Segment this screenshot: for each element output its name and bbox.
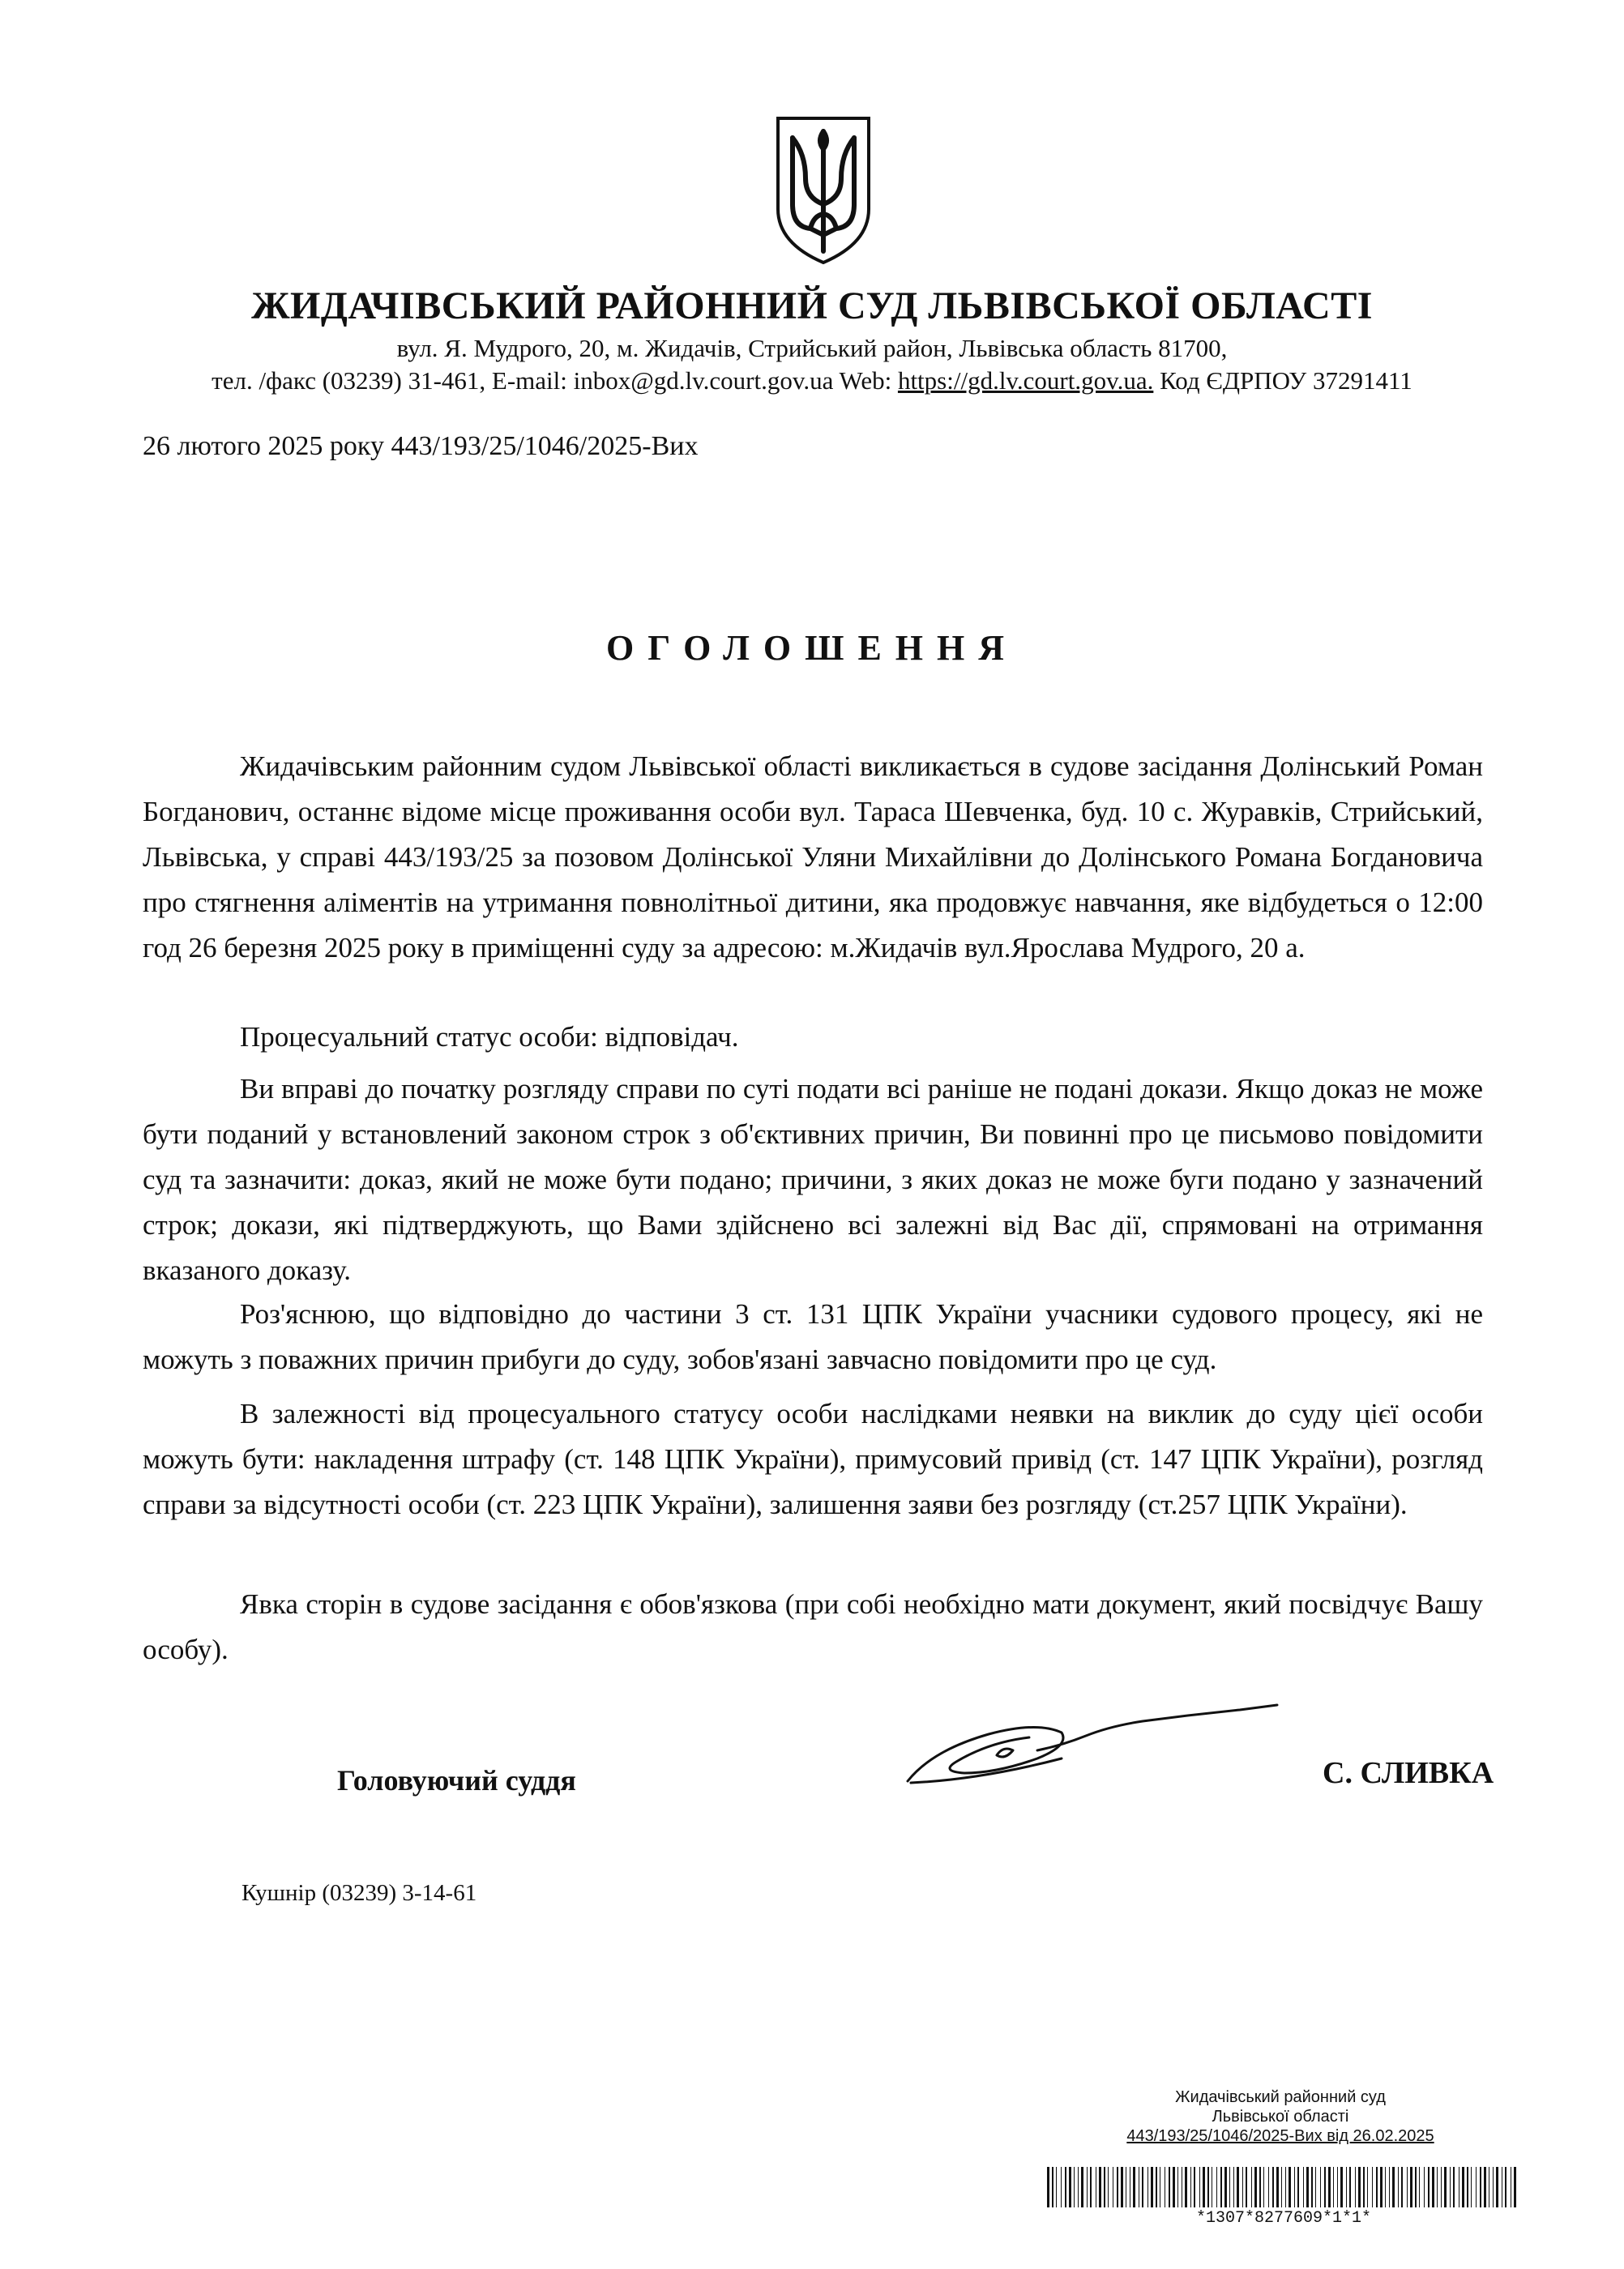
barcode-bar: [1081, 2167, 1083, 2207]
contacts-suffix: Код ЄДРПОУ 37291411: [1153, 366, 1412, 395]
barcode-bar: [1441, 2167, 1442, 2207]
barcode-bar: [1220, 2167, 1222, 2207]
registration-stamp: [1053, 2087, 1507, 2146]
barcode-bar: [1156, 2167, 1157, 2207]
paragraph-consequences: В залежності від процесуального статусу особи наслідками неявки на виклик до суду цієї особи можуть бути: накладення штрафу (ст. 148 ЦПК України), примусовий привід (ст. 147 ЦПК України), розгляд справи за відсутності особи (ст. 223 ЦПК України), залишення заяви без розгляду (ст.257 ЦПК України).: [143, 1398, 1483, 1520]
outgoing-reference: 26 лютого 2025 року 443/193/25/1046/2025-Вих: [143, 431, 699, 461]
barcode-bar: [1514, 2167, 1516, 2207]
barcode-bar: [1297, 2167, 1299, 2207]
barcode-bar: [1285, 2167, 1286, 2207]
barcode-bar: [1453, 2167, 1455, 2207]
barcode-bar: [1467, 2167, 1468, 2207]
barcode-bar: [1437, 2167, 1438, 2207]
executor-contact: Кушнір (03239) 3-14-61: [241, 1880, 477, 1906]
barcode-bar: [1450, 2167, 1451, 2207]
barcode-bar: [1303, 2167, 1304, 2207]
barcode-bar: [1147, 2167, 1148, 2207]
barcode-bar: [1151, 2167, 1153, 2207]
barcode-bar: [1419, 2167, 1420, 2207]
barcode-bar: [1199, 2167, 1200, 2207]
barcode-bar: [1047, 2167, 1049, 2207]
barcode-bar: [1276, 2167, 1279, 2207]
barcode-bar: [1355, 2167, 1356, 2207]
barcode-bar: [1207, 2167, 1209, 2207]
barcode-bar: [1133, 2167, 1135, 2207]
document-heading: ОГОЛОШЕННЯ: [605, 628, 1019, 668]
barcode-bar: [1389, 2167, 1390, 2207]
website-link[interactable]: https://gd.lv.court.gov.ua.: [897, 366, 1154, 395]
barcode-bar: [1484, 2167, 1486, 2207]
barcode-bar: [1363, 2167, 1365, 2207]
barcode-bar: [1367, 2167, 1368, 2207]
barcode-bar: [1476, 2167, 1477, 2207]
barcode-bar: [1251, 2167, 1252, 2207]
barcode-bar: [1315, 2167, 1316, 2207]
barcode-bar: [1246, 2167, 1247, 2207]
barcode-bar: [1061, 2167, 1062, 2207]
stamp-reference-line: 443/193/25/1046/2025-Вих від 26.02.2025: [1126, 2127, 1434, 2145]
barcode-bar: [1493, 2167, 1494, 2207]
barcode-bar: [1237, 2167, 1239, 2207]
handwritten-signature: [900, 1686, 1280, 1791]
barcode-bar: [1169, 2167, 1170, 2207]
barcode-bar: [1229, 2167, 1230, 2207]
barcode-bar: [1349, 2167, 1351, 2207]
barcode-bar: [1444, 2167, 1447, 2207]
barcode-bar: [1233, 2167, 1234, 2207]
barcode-bar: [1065, 2167, 1066, 2207]
barcode-bar: [1074, 2167, 1075, 2207]
court-name: ЖИДАЧІВСЬКИЙ РАЙОННИЙ СУД ЛЬВІВСЬКОЇ ОБЛАСТІ: [251, 284, 1373, 327]
barcode-bar: [1117, 2167, 1118, 2207]
stamp-court-line: Жидачівський районний суд: [1175, 2088, 1386, 2106]
judge-name: С. СЛИВКА: [1323, 1756, 1494, 1790]
barcode-bar: [1306, 2167, 1309, 2207]
barcode-bar: [1069, 2167, 1071, 2207]
barcode-bar: [1346, 2167, 1347, 2207]
barcode-bar: [1104, 2167, 1105, 2207]
paragraph-status: Процесуальний статус особи: відповідач.: [240, 1021, 739, 1053]
barcode-bar: [1203, 2167, 1205, 2207]
barcode-bar: [1385, 2167, 1386, 2207]
barcode-bar: [1173, 2167, 1175, 2207]
barcode-bar: [1121, 2167, 1123, 2207]
barcode-bar: [1272, 2167, 1274, 2207]
barcode-bar: [1108, 2167, 1109, 2207]
barcode-bar: [1415, 2167, 1417, 2207]
barcode-bar: [1333, 2167, 1334, 2207]
barcode-bar: [1078, 2167, 1079, 2207]
barcode-bar: [1340, 2167, 1343, 2207]
paragraph-attendance: Явка сторін в судове засідання є обов'язкова (при собі необхідно мати документ, який посвідчує Вашу особу).: [143, 1588, 1483, 1665]
barcode-bar: [1392, 2167, 1395, 2207]
court-contacts: [0, 366, 1624, 395]
barcode-bar: [1177, 2167, 1178, 2207]
barcode-bar: [1194, 2167, 1195, 2207]
presiding-judge-label: Головуючий суддя: [337, 1764, 576, 1797]
barcode-bar: [1428, 2167, 1430, 2207]
barcode-bar: [1505, 2167, 1506, 2207]
barcode-bar: [1401, 2167, 1403, 2207]
paragraph-evidence: Ви вправі до початку розгляду справи по суті подати всі раніше не подані докази. Якщо доказ не може бути поданий у встановлений законом строк з об'єктивних причин, Ви повинні про це письмово повідомити суд та зазначити: доказ, який не може бути подано; причини, з яких доказ не може буги подано у зазначений строк; докази, які підтверджують, що Вами здійснено всі залежні від Вас дії, спрямовані на отримання вказаного доказу.: [143, 1073, 1483, 1286]
barcode-bar: [1254, 2167, 1257, 2207]
barcode-bar: [1410, 2167, 1412, 2207]
barcode-bar: [1380, 2167, 1383, 2207]
barcode-bar: [1259, 2167, 1261, 2207]
barcode-bar: [1398, 2167, 1399, 2207]
barcode-bar: [1462, 2167, 1464, 2207]
barcode-bar: [1432, 2167, 1434, 2207]
barcode-bar: [1337, 2167, 1338, 2207]
barcode-bar: [1358, 2167, 1361, 2207]
barcode-bar: [1190, 2167, 1191, 2207]
barcode-bar: [1471, 2167, 1472, 2207]
barcode-bar: [1242, 2167, 1243, 2207]
barcode-bar: [1407, 2167, 1408, 2207]
barcode-bar: [1480, 2167, 1481, 2207]
barcode-bar: [1372, 2167, 1373, 2207]
barcode-bar: [1099, 2167, 1101, 2207]
barcode-bar: [1324, 2167, 1326, 2207]
barcode-bar: [1052, 2167, 1053, 2207]
barcode-bar: [1263, 2167, 1264, 2207]
barcode-bar: [1281, 2167, 1282, 2207]
barcode-bar: [1496, 2167, 1498, 2207]
barcode-number: *1307*8277609*1*1*: [1195, 2209, 1372, 2228]
paragraph-summons: Жидачівським районним судом Львівської області викликається в судове засідання Долінський Роман Богданович, останнє відоме місце проживання особи вул. Тараса Шевченка, буд. 10 с. Журавків, Стрийський, Львівська, у справі 443/193/25 за позовом Долінської Уляни Михайлівни до Долінського Романа Богдановича про стягнення аліментів на утримання повнолітньої дитини, яка продовжує навчання, яке відбудеться о 12:00 год 26 березня 2025 року в приміщенні суду за адресою: м.Жидачів вул.Ярослава Мудрого, 20 а.: [143, 750, 1483, 964]
barcode-bar: [1328, 2167, 1331, 2207]
barcode-bar: [1311, 2167, 1313, 2207]
barcode-bar: [1090, 2167, 1092, 2207]
barcode-bar: [1056, 2167, 1057, 2207]
barcode-bar: [1424, 2167, 1425, 2207]
barcode-bar: [1216, 2167, 1217, 2207]
trident-coat-of-arms-icon: [773, 113, 874, 267]
paragraph-explanation: Роз'яснюю, що відповідно до частини 3 ст. 131 ЦПК України учасники судового процесу, які не можуть з поважних причин прибуги до суду, зобов'язані завчасно повідомити про це суд.: [143, 1298, 1483, 1375]
barcode-bar: [1376, 2167, 1378, 2207]
barcode: [1045, 2167, 1522, 2207]
court-address: вул. Я. Мудрого, 20, м. Жидачів, Стрийський район, Львівська область 81700,: [396, 334, 1228, 362]
barcode-bar: [1185, 2167, 1187, 2207]
barcode-bar: [1087, 2167, 1088, 2207]
barcode-bar: [1289, 2167, 1291, 2207]
contacts-prefix: тел. /факс (03239) 31-461, E-mail: inbox@gd.lv.court.gov.ua Web:: [212, 366, 898, 395]
stamp-region-line: Львівської області: [1212, 2108, 1349, 2126]
barcode-bar: [1268, 2167, 1269, 2207]
barcode-bar: [1224, 2167, 1227, 2207]
barcode-bar: [1142, 2167, 1143, 2207]
barcode-bar: [1294, 2167, 1295, 2207]
barcode-bar: [1320, 2167, 1321, 2207]
